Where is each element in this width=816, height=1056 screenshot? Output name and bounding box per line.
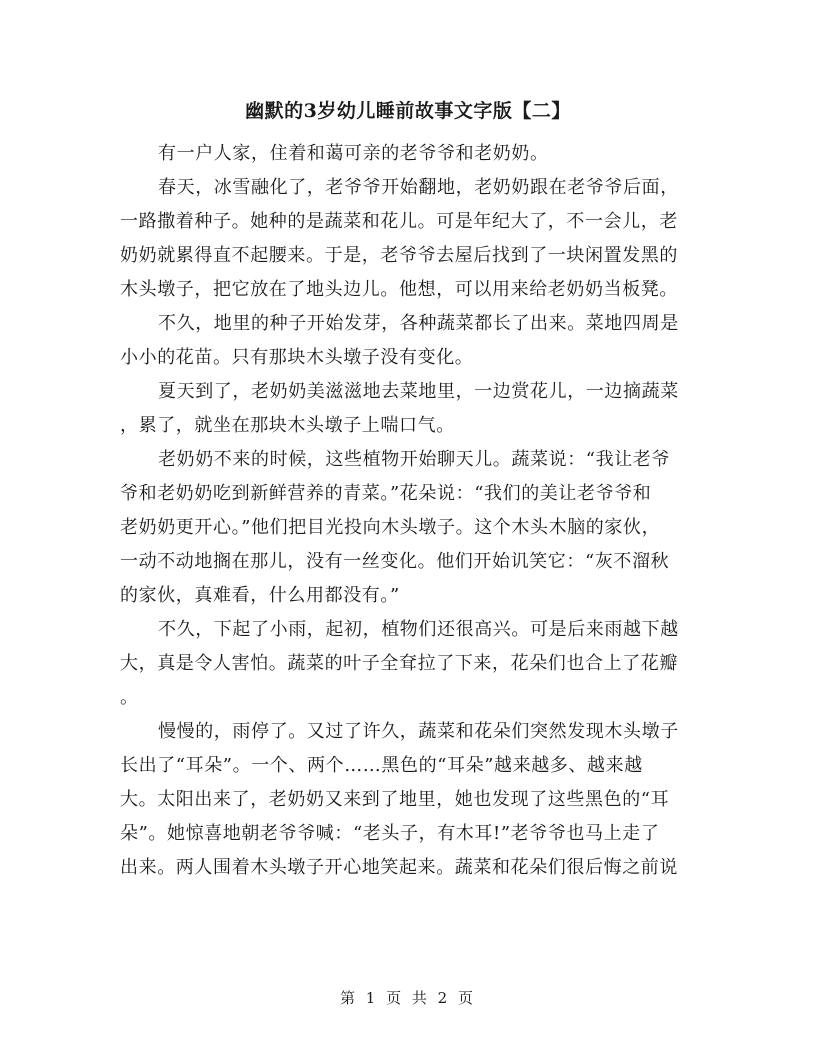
text-line: 有一户人家，住着和蔼可亲的老爷爷和老奶奶。 <box>158 143 549 164</box>
text-line: ，累了，就坐在那块木头墩子上喘口气。 <box>120 415 455 436</box>
text-line: 一动不动地搁在那儿，没有一丝变化。他们开始讥笑它：“灰不溜秋 <box>120 551 670 572</box>
text-line: 不久，地里的种子开始发芽，各种蔬菜都长了出来。菜地四周是 <box>158 313 679 334</box>
document-title: 幽默的3岁幼儿睡前故事文字版【二】 <box>245 100 571 122</box>
text-line: 老奶奶不来的时候，这些植物开始聊天儿。蔬菜说：“我让老爷 <box>158 449 670 470</box>
text-line: 长出了“耳朵”。一个、两个……黑色的“耳朵”越来越多、越来越 <box>120 755 643 776</box>
text-line: 春天，冰雪融化了，老爷爷开始翻地，老奶奶跟在老爷爷后面， <box>158 177 679 198</box>
text-line: 奶奶就累得直不起腰来。于是，老爷爷去屋后找到了一块闲置发黑的 <box>120 245 678 266</box>
page-footer: 第 1 页 共 2 页 <box>340 989 476 1007</box>
text-line: 夏天到了，老奶奶美滋滋地去菜地里，一边赏花儿，一边摘蔬菜 <box>158 381 679 402</box>
text-line: 木头墩子，把它放在了地头边儿。他想，可以用来给老奶奶当板凳。 <box>120 279 678 300</box>
text-line: 大。太阳出来了，老奶奶又来到了地里，她也发现了这些黑色的“耳 <box>120 789 670 810</box>
text-line: 小小的花苗。只有那块木头墩子没有变化。 <box>120 347 474 368</box>
text-line: 出来。两人围着木头墩子开心地笑起来。蔬菜和花朵们很后悔之前说 <box>120 857 678 878</box>
text-line: 不久，下起了小雨，起初，植物们还很高兴。可是后来雨越下越 <box>158 619 679 640</box>
text-line: 大，真是令人害怕。蔬菜的叶子全耷拉了下来，花朵们也合上了花瓣 <box>120 653 678 674</box>
text-line: 爷和老奶奶吃到新鲜营养的青菜。”花朵说：“我们的美让老爷爷和 <box>120 483 652 504</box>
text-line: 的家伙，真难看，什么用都没有。” <box>120 585 400 606</box>
text-line: 慢慢的，雨停了。又过了许久，蔬菜和花朵们突然发现木头墩子 <box>158 721 679 742</box>
text-line: 。 <box>120 687 139 708</box>
text-line: 朵”。她惊喜地朝老爷爷喊：“老头子，有木耳!”老爷爷也马上走了 <box>120 823 660 844</box>
text-line: 一路撒着种子。她种的是蔬菜和花儿。可是年纪大了，不一会儿，老 <box>120 211 678 232</box>
text-line: 老奶奶更开心。”他们把目光投向木头墩子。这个木头木脑的家伙， <box>120 517 661 538</box>
story-body <box>120 137 694 885</box>
